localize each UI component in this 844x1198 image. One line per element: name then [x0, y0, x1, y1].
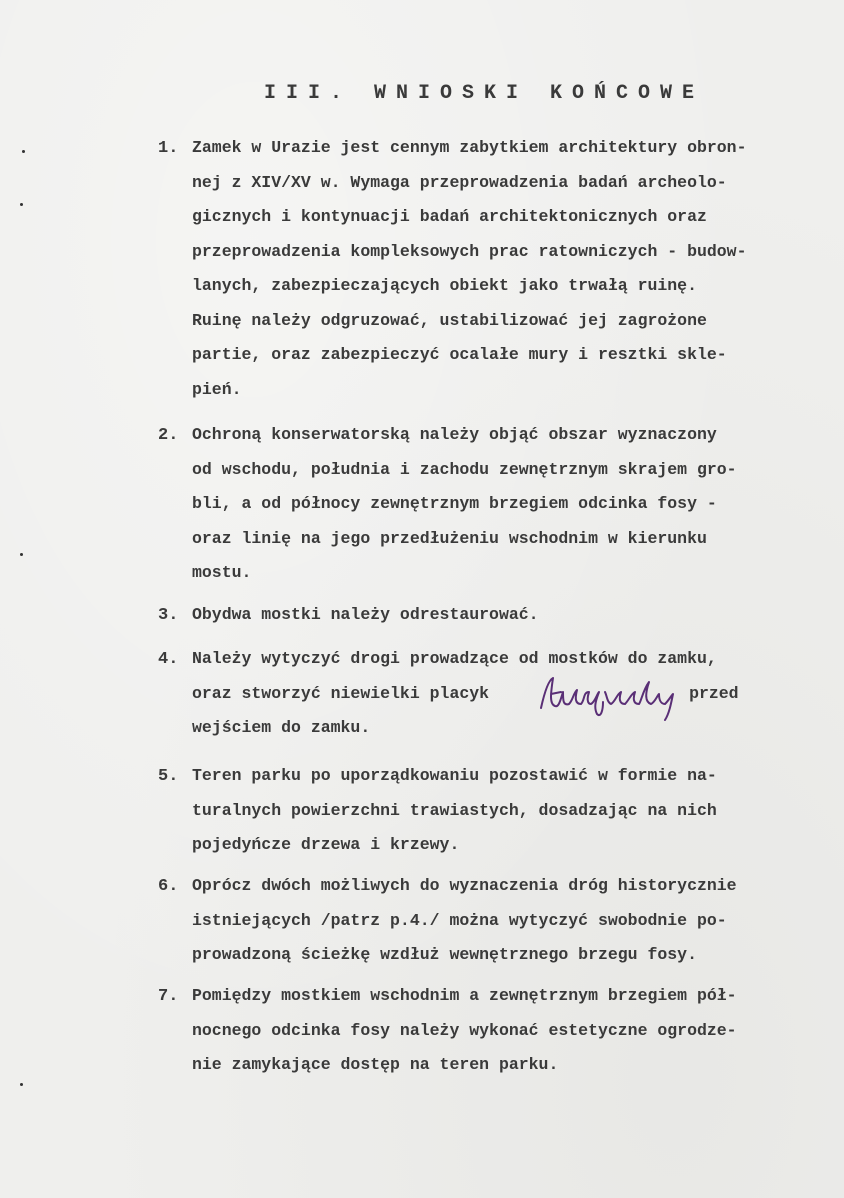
item-text	[192, 598, 792, 633]
item-text	[192, 979, 792, 1083]
text-line: Obydwa mostki należy odrestaurować.	[192, 605, 539, 624]
text-line: oraz linię na jego przedłużeniu wschodnim w kierunku	[192, 528, 707, 548]
item-number: 2.	[158, 426, 179, 445]
item-number: 1.	[158, 139, 179, 158]
text-line: istniejących /patrz p.4./ można wytyczyć swobodnie po-	[192, 910, 727, 930]
margin-mark	[20, 1083, 23, 1086]
text-line: Ochroną konserwatorską należy objąć obszar wyznaczony	[192, 425, 717, 444]
text-line: nie zamykające dostęp na teren parku.	[192, 1055, 559, 1074]
text-line: wejściem do zamku.	[192, 718, 371, 737]
text-fragment: przed	[689, 683, 739, 703]
text-line: Oprócz dwóch możliwych do wyznaczenia dróg historycznie	[192, 876, 737, 895]
text-line: Zamek w Urazie jest cennym zabytkiem architektury obron-	[192, 138, 747, 157]
item-number: 6.	[158, 877, 179, 896]
text-line: Teren parku po uporządkowaniu pozostawić w formie na-	[192, 766, 717, 785]
text-line: nej z XIV/XV w. Wymaga przeprowadzenia badań archeolo-	[192, 172, 727, 192]
text-line: przeprowadzenia kompleksowych prac ratowniczych - budow-	[192, 241, 747, 261]
text-line: bli, a od północy zewnętrznym brzegiem odcinka fosy -	[192, 494, 717, 513]
item-number: 4.	[158, 650, 179, 669]
item-text	[192, 869, 792, 973]
margin-mark	[20, 553, 23, 556]
text-fragment: oraz stworzyć niewielki placyk	[192, 683, 490, 703]
text-line: nocnego odcinka fosy należy wykonać estetyczne ogrodze-	[192, 1020, 737, 1040]
item-text	[192, 642, 792, 746]
item-number: 7.	[158, 987, 179, 1006]
margin-mark	[20, 203, 23, 206]
item-text	[192, 418, 792, 591]
item-text	[192, 759, 792, 863]
text-line: Pomiędzy mostkiem wschodnim a zewnętrznym brzegiem pół-	[192, 986, 737, 1005]
handwritten-insertion	[533, 670, 693, 724]
section-heading: III. WNIOSKI KOŃCOWE	[264, 82, 705, 105]
text-line: pojedyńcze drzewa i krzewy.	[192, 835, 460, 854]
margin-mark	[22, 150, 25, 153]
text-line: Należy wytyczyć drogi prowadzące od mostków do zamku,	[192, 649, 717, 668]
item-number: 5.	[158, 767, 179, 786]
text-line: gicznych i kontynuacji badań architektonicznych oraz	[192, 207, 707, 226]
text-line: prowadzoną ścieżkę wzdłuż wewnętrznego brzegu fosy.	[192, 945, 697, 964]
text-line: od wschodu, południa i zachodu zewnętrznym skrajem gro-	[192, 459, 737, 479]
item-text	[192, 131, 792, 407]
text-line: mostu.	[192, 563, 252, 582]
text-line: Ruinę należy odgruzować, ustabilizować jej zagrożone	[192, 310, 707, 330]
text-line: lanych, zabezpieczających obiekt jako trwałą ruinę.	[192, 276, 697, 295]
item-number: 3.	[158, 606, 179, 625]
text-line: pień.	[192, 379, 242, 399]
text-line	[192, 677, 792, 712]
text-line: turalnych powierzchni trawiastych, dosadzając na nich	[192, 800, 717, 820]
text-line: partie, oraz zabezpieczyć ocalałe mury i resztki skle-	[192, 345, 727, 364]
